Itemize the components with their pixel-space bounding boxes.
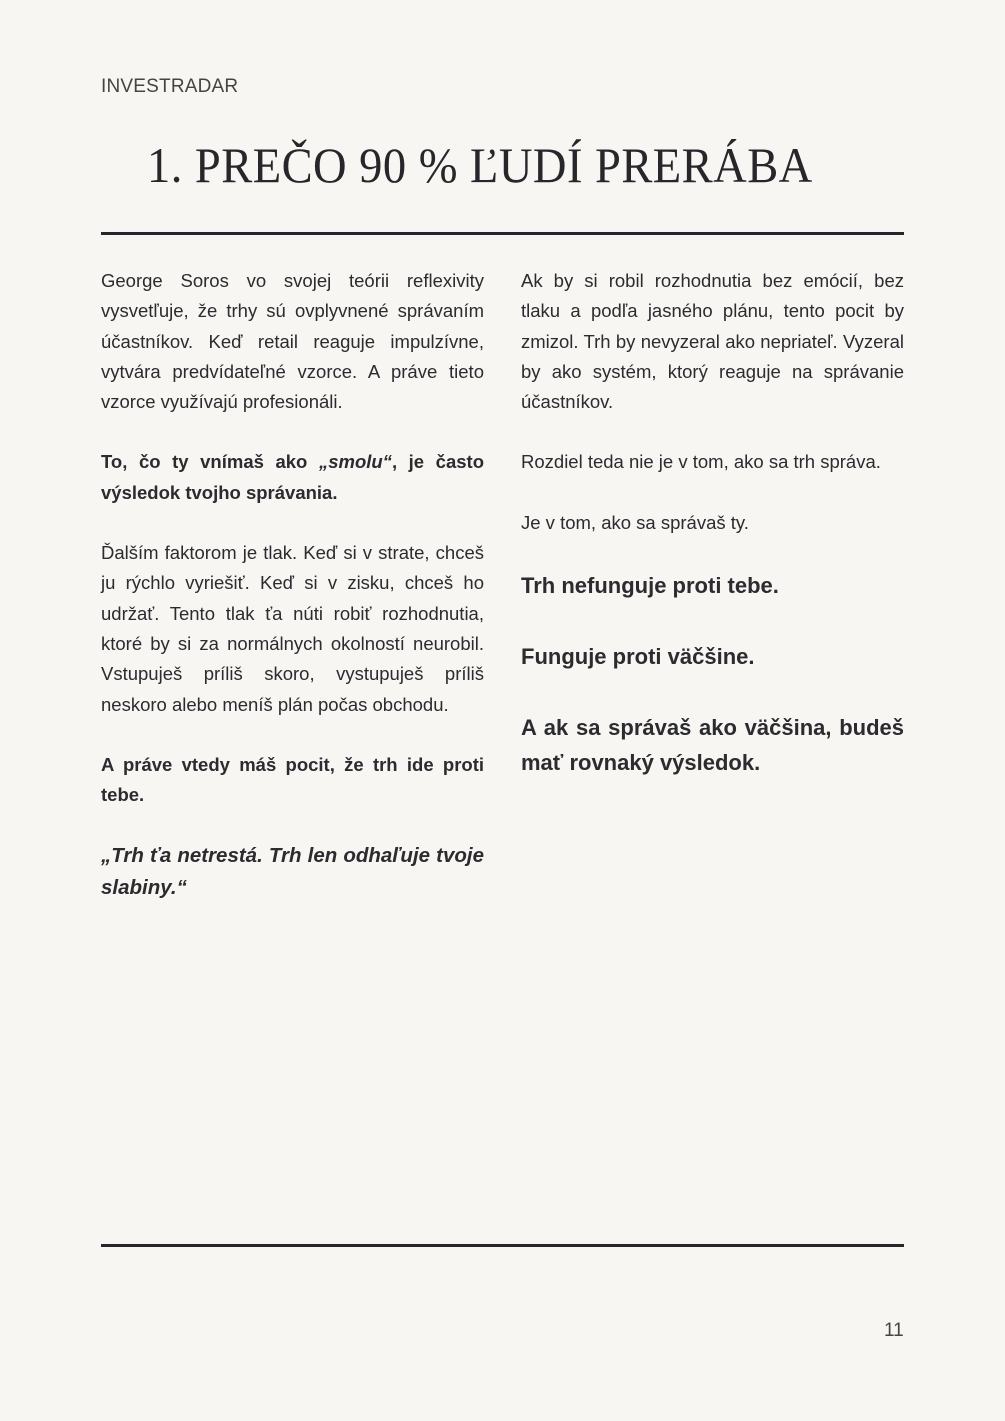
top-divider (101, 232, 904, 235)
highlight-statement: Funguje proti väčšine. (521, 644, 755, 670)
left-column (101, 266, 484, 934)
paragraph: George Soros vo svojej teórii reflexivity vysvetľuje, že trhy sú ovplyvnené správaním účastníkov. Keď retail reaguje impulzívne, vytvára predvídateľné vzorce. A práve tieto vzorce využívajú profesionáli. (101, 270, 484, 413)
highlight-statement: Trh nefunguje proti tebe. (521, 573, 779, 599)
bold-paragraph (101, 447, 484, 508)
text: , je často výsledok tvojho správania. (101, 451, 484, 503)
paragraph: Ak by si robil rozhodnutia bez emócií, bez tlaku a podľa jasného plánu, tento pocit by zmizol. Trh by nevyzeral ako nepriateľ. Vyzeral by ako systém, ktorý reaguje na správanie účastníkov. (521, 270, 904, 413)
quote: „Trh ťa netrestá. Trh len odhaľuje tvoje slabiny.“ (101, 844, 484, 900)
right-column (521, 266, 904, 816)
emphasis: „smolu“ (318, 451, 392, 473)
paragraph: Rozdiel teda nie je v tom, ako sa trh správa. (521, 451, 881, 473)
chapter-title: 1. PREČO 90 % ĽUDÍ PRERÁBA (147, 137, 813, 193)
paragraph: Je v tom, ako sa správaš ty. (521, 511, 749, 533)
highlight-statement: A ak sa správaš ako väčšina, budeš mať rovnaký výsledok. (521, 715, 904, 776)
brand-header: INVESTRADAR (101, 76, 239, 97)
bottom-divider (101, 1244, 904, 1247)
paragraph: Ďalším faktorom je tlak. Keď si v strate, chceš ju rýchlo vyriešiť. Keď si v zisku, chceš ho udržať. Tento tlak ťa núti robiť rozhodnutia, ktoré by si za normálnych okolností neurobil. Vstupuješ príliš skoro, vystupuješ príliš neskoro alebo meníš plán počas obchodu. (101, 542, 484, 715)
text: To, čo ty vnímaš ako (101, 451, 319, 473)
bold-paragraph: A práve vtedy máš pocit, že trh ide proti tebe. (101, 753, 484, 806)
page-number: 11 (884, 1320, 904, 1341)
